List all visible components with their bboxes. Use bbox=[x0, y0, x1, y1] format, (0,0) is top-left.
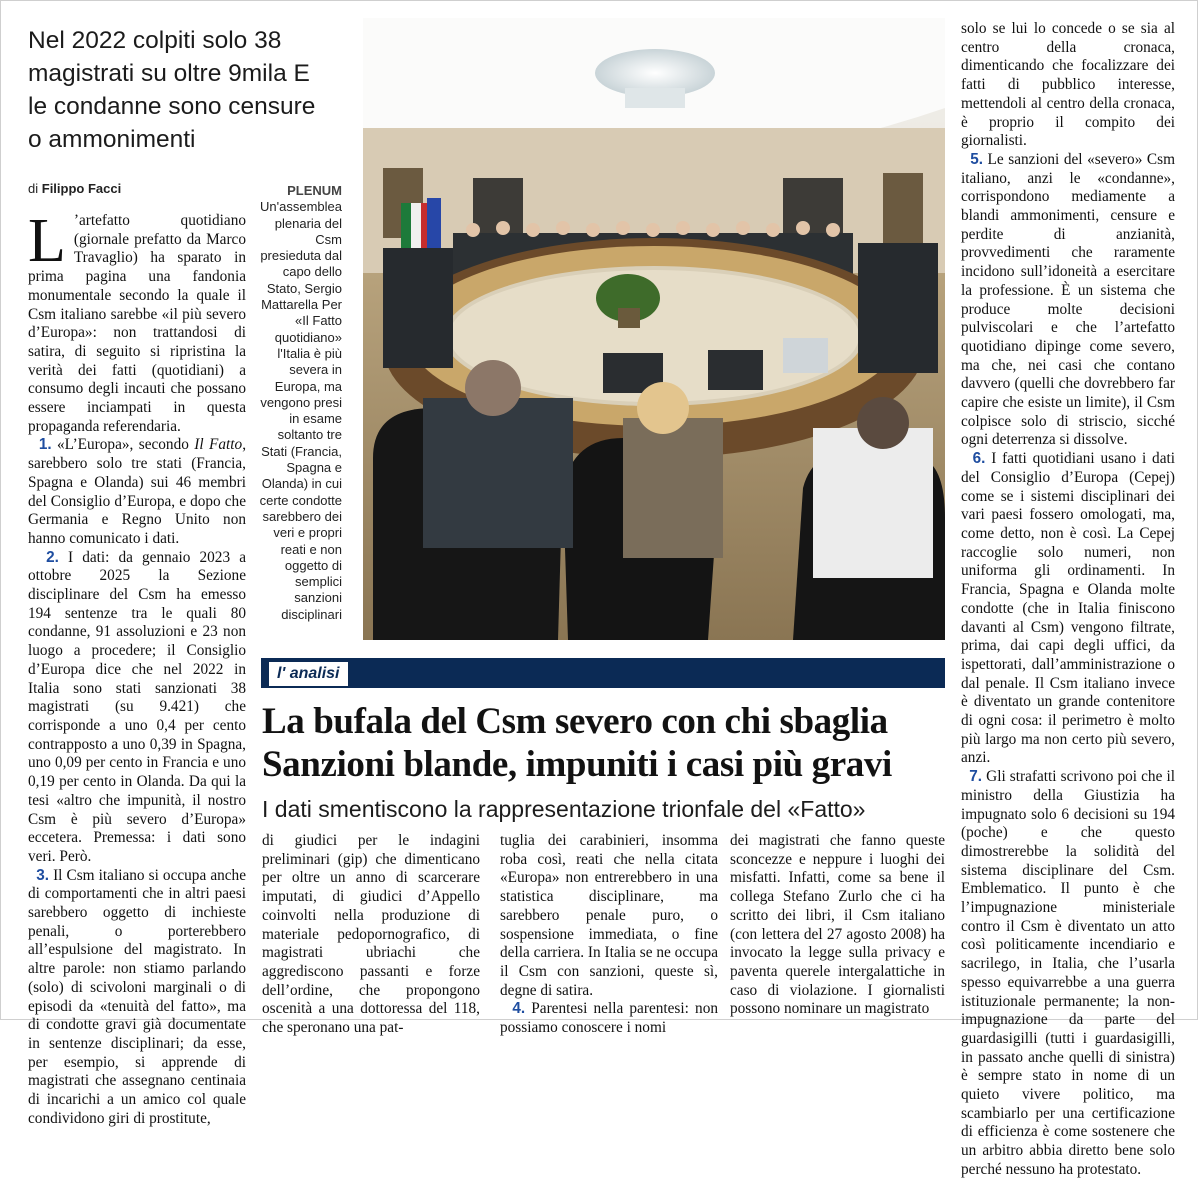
paragraph-4: 4. Parentesi nella parentesi: non possiamo conoscere i nomi bbox=[500, 1000, 718, 1037]
headline-line-2: Sanzioni blande, impuniti i casi più gravi bbox=[262, 744, 892, 785]
column-5-text: dei magistrati che fanno queste sconcezze e neppure i luoghi dei misfatti. Infatti, come sa bene il collega Stefano Zurlo che ci ha scritto dei libri, il Csm italiano (con lettera del 27 agosto 2008) ha invocato la legge sulla privacy e paventa querele intergalattiche in caso di violazione. I giornalisti possono nominare un magistrato bbox=[730, 832, 945, 1018]
plenum-photo-illustration bbox=[363, 18, 945, 640]
article-column-6 bbox=[961, 20, 1175, 1178]
column-3-text: di giudici per le indagini preliminari (gip) che dimenticano per oltre un anno di scarcerare imputati, di giudici d’Appello coinvolti nella produzione di materiale pedopornografico, di magistrati ubriachi che aggrediscono passanti e forze dell’ordine, che propongono oscenità a una dottoressa del 118, che speronano una pat- bbox=[262, 832, 480, 1037]
point-number-6: 6. bbox=[972, 450, 986, 468]
paragraph-3: 3. Il Csm italiano si occupa anche di comportamenti che in altri paesi sarebbero oggetto di inchieste penali, o porterebbero all’espulsione del magistrato. In altre parole: non stiamo parlando (solo) di scivoloni marginali o di episodi da «tenuità del fatto», ma di condotte gravi già documentate in sentenze disciplinari; da esse, per esempio, si apprende di magistrati che assegnano centinaia di incarichi a un amico col quale condividono giri di prostitute, bbox=[28, 866, 246, 1127]
article-column-5 bbox=[730, 832, 945, 1018]
headline-line-1: La bufala del Csm severo con chi sbaglia bbox=[262, 701, 888, 742]
intro-paragraph bbox=[28, 207, 246, 436]
article-column-1 bbox=[28, 207, 247, 1127]
caption-text: Un'assemblea plenaria del Csm presieduta dal capo dello Stato, Sergio Mattarella Per «Il Fatto quotidiano» l'Italia è più severa in Europa, ma vengono presi in esame soltanto tre Stati (Francia, Spagna e Olanda) in cui certe condotte sarebbero dei veri e propri reati e non oggetto di semplici sanzioni disciplinari bbox=[259, 199, 342, 622]
byline-prefix: di bbox=[28, 181, 39, 196]
headline bbox=[262, 700, 952, 786]
byline bbox=[28, 181, 121, 196]
plenum-photo bbox=[363, 18, 945, 640]
subheadline: I dati smentiscono la rappresentazione trionfale del «Fatto» bbox=[262, 796, 866, 822]
paragraph-2: 2. I dati: da gennaio 2023 a ottobre 2025 la Sezione disciplinare del Csm ha emesso 194 sentenze tra le quali 80 condanne, 91 assoluzioni e 23 non luogo a procedere; il Consiglio d’Europa dice che nel 2022 in Italia sono stati sanzionati 38 magistrati (su 9.421) che corrisponde a uno 0,4 per cento contrapposto a uno 0,39 in Spagna, uno 0,09 per cento in Francia e uno 0,19 per cento in Olanda. Da qui la tesi «altro che impunità, il nostro Csm è più severo d’Europa» eccetera. Premessa: i dati sono veri. Però. bbox=[28, 548, 246, 865]
point-number-4: 4. bbox=[512, 1000, 526, 1018]
article-column-3 bbox=[262, 832, 480, 1037]
photo-caption bbox=[258, 183, 342, 623]
point-number-3: 3. bbox=[36, 866, 49, 884]
point-number-1: 1. bbox=[38, 436, 52, 454]
caption-head: PLENUM bbox=[287, 183, 342, 198]
section-tag: l' analisi bbox=[269, 662, 348, 686]
column-6-continuation: solo se lui lo concede o se sia al centro della cronaca, dimenticando che focalizzare dei fatti di pubblico interesse, mettendoli al centro della cronaca, è proprio il compito dei giornalisti. bbox=[961, 20, 1175, 150]
paragraph-5: 5. Le sanzioni del «severo» Csm italiano, anzi le «condanne», corrispondono mediamente a blandi ammonimenti, censure e perdite di anzianità, provvedimenti che raramente incidono sull’idoneità a esercitare la professione. È un sistema che produce molte decisioni pulviscolari e che l’artefatto quotidiano dipinge come severo, ma che, nei casi che contano davvero (quelli che dovrebbero far capire che esiste un limite), il Csm colpisce solo di striscio, sicché ogni deterrenza si dissolve. bbox=[961, 150, 1175, 449]
section-bar bbox=[261, 658, 945, 688]
paragraph-6: 6. I fatti quotidiani usano i dati del Consiglio d’Europa (Cepej) come se i sistemi disciplinari dei vari paesi fossero omologati, ma, come detto, non è così. La Cepej raccoglie solo numeri, non uniforma gli ordinamenti. In Francia, Spagna e Olanda molte condotte (che in Italia finiscono davanti al Csm) vengono filtrate, prima, dai capi degli uffici, da ispettorati, dall’amministrazione o dal penale. Il Csm italiano invece è diventato un grande contenitore di ogni cosa: il perimetro è molto più largo ma non certo più severo, anzi. bbox=[961, 450, 1175, 767]
column-4-text: tuglia dei carabinieri, insomma roba così, reati che nella citata «Europa» non entrerebbero in una statistica disciplinare, ma sarebbero penale puro, o sospensione immediata, o fine della carriera. In Italia se ne occupa il Csm con sanzioni, queste sì, degne di satira. bbox=[500, 832, 718, 999]
point-number-2: 2. bbox=[46, 548, 59, 566]
paragraph-1: 1. «L’Europa», secondo Il Fatto, sarebbero solo tre stati (Francia, Spagna e Olanda) sui 46 membri del Consiglio d’Europa, e dopo che Germania e Regno Unito non hanno comunicato i dati. bbox=[28, 436, 247, 547]
point-number-5: 5. bbox=[970, 150, 983, 168]
intro-text: ’artefatto quotidiano (giornale prefatto da Marco Travaglio) ha sparato in prima pagina una fandonia monumentale secondo la quale il Csm italiano sarebbe «il più severo d’Europa»: non trattandosi di satira, di seguito si ripristina la verità dei fatti (quotidiani) a consumo degli incauti che possano essere inciampati in questa propaganda referendaria. bbox=[28, 212, 246, 435]
kicker-title: Nel 2022 colpiti solo 38 magistrati su oltre 9mila E le condanne sono censure o ammonimenti bbox=[28, 27, 316, 153]
byline-author: Filippo Facci bbox=[41, 181, 122, 196]
point-number-7: 7. bbox=[969, 768, 983, 786]
paragraph-7: 7. Gli strafatti scrivono poi che il ministro della Giustizia ha impugnato solo 6 decisioni su 194 (poche) e che questo dimostrerebbe la solidità del sistema disciplinare del Csm. Emblematico. Il punto è che l’impugnazione ministeriale contro il Csm è diventato un atto così politicamente incendiario e sacrilego, in Italia, che l’usarla spesso equivarrebbe a una guerra istituzionale permanente; la non-impugnazione da parte del guardasigilli (tutti i guardasigilli, in passato anche quelli di sinistra) è sempre stato in nome di un quieto vivere politico, ma scambiarlo per una certificazione di efficienza è come sostenere che un arbitro abbia diretto bene solo perché nessuno ha protestato. bbox=[961, 768, 1175, 1178]
dropcap: L bbox=[28, 207, 66, 275]
article-column-4 bbox=[500, 832, 718, 1037]
